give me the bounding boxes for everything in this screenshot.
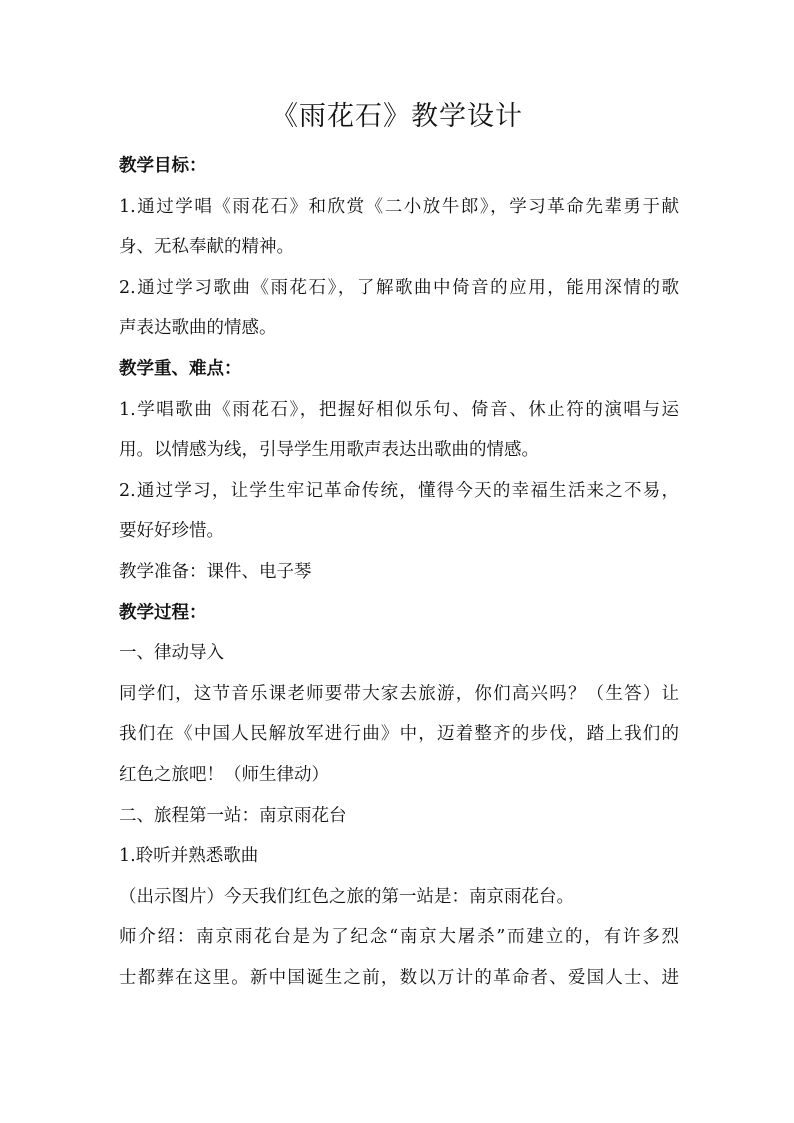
text-line: 声表达歌曲的情感。 xyxy=(119,318,277,339)
text-line: 2.通过学习，让学生牢记革命传统，懂得今天的幸福生活来之不易， xyxy=(119,480,679,501)
text-line: 一、律动导入 xyxy=(119,643,224,664)
document-body xyxy=(119,146,679,998)
document-title: 《雨花石》教学设计 xyxy=(271,101,523,132)
text-line: 师介绍：南京雨花台是为了纪念“南京大屠杀”而建立的，有许多烈 xyxy=(119,927,679,948)
section-heading: 教学目标： xyxy=(119,156,207,176)
text-line: 1.聆听并熟悉歌曲 xyxy=(119,846,259,867)
text-line: 2.通过学习歌曲《雨花石》，了解歌曲中倚音的应用，能用深情的歌 xyxy=(119,277,679,298)
text-line: （出示图片）今天我们红色之旅的第一站是：南京雨花台。 xyxy=(119,886,574,907)
text-line: 士都葬在这里。新中国诞生之前，数以万计的革命者、爱国人士、进 xyxy=(119,967,679,988)
text-line: 我们在《中国人民解放军进行曲》中，迈着整齐的步伐，踏上我们的 xyxy=(119,724,679,745)
text-line: 同学们，这节音乐课老师要带大家去旅游，你们高兴吗？（生答）让 xyxy=(119,683,679,704)
text-line: 红色之旅吧！（师生律动） xyxy=(119,764,329,785)
text-line: 身、无私奉献的精神。 xyxy=(119,237,294,258)
text-line: 教学准备：课件、电子琴 xyxy=(119,561,312,582)
text-line: 1.学唱歌曲《雨花石》，把握好相似乐句、倚音、休止符的演唱与运 xyxy=(119,399,679,420)
text-line: 二、旅程第一站：南京雨花台 xyxy=(119,805,347,826)
text-line: 要好好珍惜。 xyxy=(119,521,224,542)
text-line: 1.通过学唱《雨花石》和欣赏《二小放牛郎》，学习革命先辈勇于献 xyxy=(119,196,679,217)
text-line: 用。以情感为线，引导学生用歌声表达出歌曲的情感。 xyxy=(119,440,539,461)
section-heading: 教学重、难点： xyxy=(119,358,242,379)
section-heading: 教学过程： xyxy=(119,602,207,623)
